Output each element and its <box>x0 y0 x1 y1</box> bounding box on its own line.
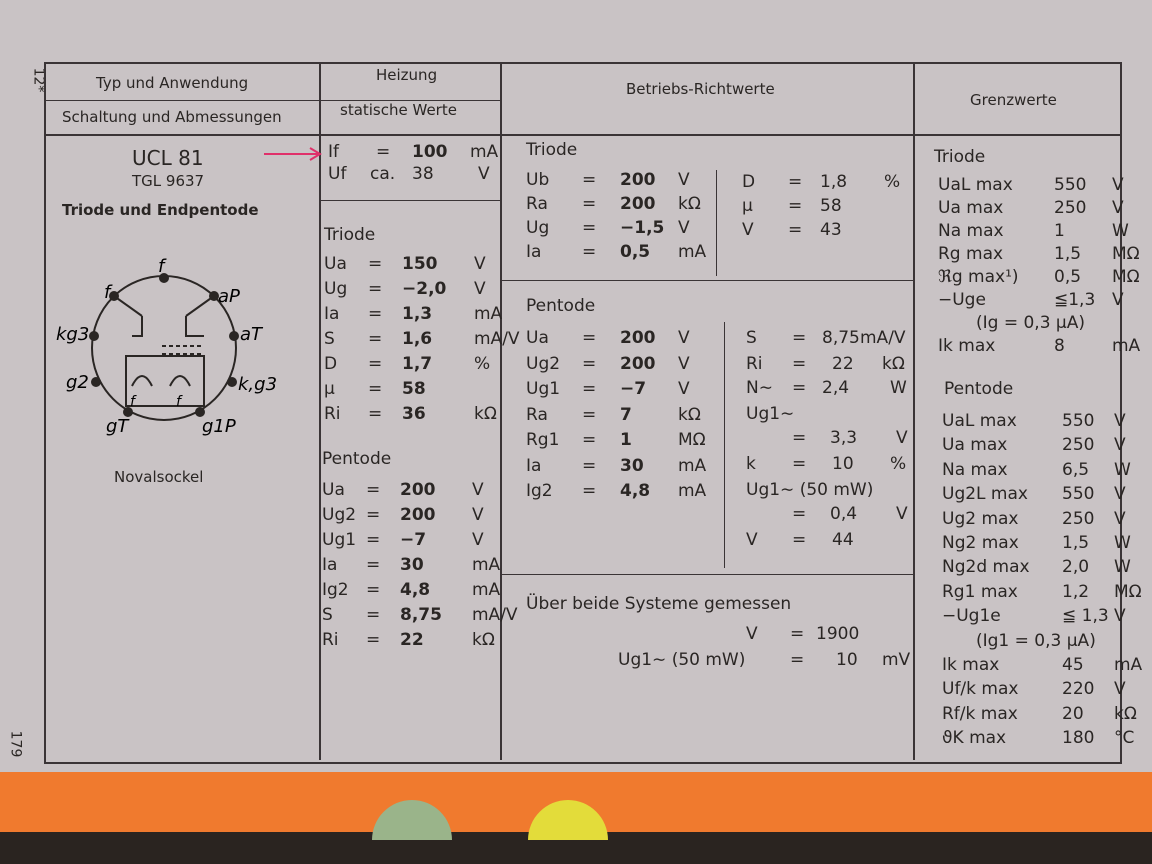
static-triode-row-sym: Ua <box>324 254 347 274</box>
operating-both-ug-sym: Ug1∼ (50 mW) <box>618 650 746 670</box>
heating-if-unit: mA <box>470 142 499 162</box>
operating-pentode-row-unit: MΩ <box>678 430 706 450</box>
limits-pentode-row-unit: V <box>1114 411 1126 431</box>
limits-pentode-row-unit: MΩ <box>1114 581 1142 602</box>
operating-pentode-n-eq: = <box>792 378 807 398</box>
operating-pentode-row-eq: = <box>582 481 597 501</box>
header-static: statische Werte <box>340 101 457 119</box>
heating-if-val: 100 <box>412 142 448 162</box>
operating-triode-row-sym: Ra <box>526 194 548 214</box>
limits-pentode-row-sym: (Ig1 = 0,3 μA) <box>976 630 1096 651</box>
operating-both-v-eq: = <box>790 624 805 644</box>
static-pentode-row-val: 200 <box>400 480 436 500</box>
pin-label: gT <box>106 416 129 437</box>
static-pentode-row-unit: V <box>472 505 484 525</box>
limits-pentode-row-unit: V <box>1114 484 1126 505</box>
limits-triode-row-sym: ℜg max¹) <box>938 267 1019 287</box>
operating-pentode-row-sym: Ig2 <box>526 481 553 501</box>
limits-pentode-row-sym: Ua max <box>942 435 1008 456</box>
operating-pentode-row-unit: kΩ <box>678 404 701 425</box>
operating-pentode-row-eq: = <box>582 455 597 476</box>
limits-pentode-row-sym: Uf/k max <box>942 679 1019 700</box>
heating-uf-eq: ca. <box>370 164 396 184</box>
limits-triode-row-val: 8 <box>1054 336 1065 356</box>
static-pentode-row-sym: Ri <box>322 630 339 650</box>
system-box <box>126 356 204 406</box>
limits-pentode-row-val: 1,2 <box>1062 581 1090 602</box>
operating-pentode-row-sym: Rg1 <box>526 430 560 450</box>
limits-pentode-row-val: 45 <box>1062 655 1084 675</box>
limits-triode-row-val: 1,5 <box>1054 244 1082 264</box>
operating-pentode-ug1-50-val: 0,4 <box>830 504 858 524</box>
static-pentode-row-val: 8,75 <box>400 605 442 625</box>
static-pentode-row-val: 200 <box>400 505 436 525</box>
limits-triode-row-val: 0,5 <box>1054 267 1082 287</box>
limits-triode-row-sym: Na max <box>938 221 1004 241</box>
static-triode-row-unit: mA <box>474 304 503 324</box>
static-pentode-row-sym: Ua <box>322 480 345 500</box>
operating-pentode-ug1-unit: V <box>896 428 908 448</box>
operating-pentode-row-val: −7 <box>620 379 647 399</box>
operating-pentode-s-unit: mA/V <box>860 328 906 348</box>
operating-pentode-ug1-label: Ug1∼ <box>746 404 795 424</box>
static-triode-title: Triode <box>324 225 376 245</box>
limits-pentode-row-val: 550 <box>1062 484 1095 505</box>
static-pentode-row-val: −7 <box>400 530 427 550</box>
margin-label: 12* <box>30 67 47 93</box>
static-triode-row-unit: V <box>474 254 486 274</box>
operating-triode-row-sym: V <box>742 220 754 240</box>
operating-pentode-title: Pentode <box>526 296 596 316</box>
limits-pentode-row-val: 220 <box>1062 679 1095 700</box>
operating-triode-row-val: 1,8 <box>820 172 848 192</box>
operating-pentode-row-val: 200 <box>620 328 656 348</box>
operating-pentode-row-val: 4,8 <box>620 481 651 501</box>
tube-standard: TGL 9637 <box>132 172 205 190</box>
pin-label: f <box>104 282 111 303</box>
limits-pentode-row-sym: Ng2d max <box>942 557 1030 578</box>
header-divider <box>44 134 1120 136</box>
operating-pentode-ri-eq: = <box>792 354 807 374</box>
operating-pentode-row-eq: = <box>582 430 597 450</box>
static-pentode-row-eq: = <box>366 580 381 600</box>
limits-pentode-title: Pentode <box>944 379 1014 399</box>
operating-triode-row-sym: D <box>742 172 756 192</box>
limits-pentode-row-val: 1,5 <box>1062 533 1090 553</box>
operating-triode-row-eq: = <box>582 218 597 238</box>
limits-triode-row-unit: W <box>1112 221 1129 241</box>
static-pentode-row-unit: V <box>472 480 484 500</box>
static-pentode-row-eq: = <box>366 530 381 550</box>
operating-pentode-ri-val: 22 <box>832 354 854 374</box>
static-pentode-row-sym: Ig2 <box>322 580 349 600</box>
limits-triode-row-sym: (Ig = 0,3 μA) <box>976 313 1086 333</box>
static-pentode-title: Pentode <box>322 449 392 469</box>
limits-pentode-row-unit: W <box>1114 557 1131 578</box>
operating-triode-row-unit: V <box>678 170 690 190</box>
operating-triode-row-eq: = <box>788 196 803 216</box>
heater-lines <box>132 376 190 386</box>
heating-if-sym: If <box>328 142 339 162</box>
static-triode-row-val: 36 <box>402 404 426 424</box>
static-triode-row-sym: D <box>324 354 338 374</box>
limits-pentode-row-sym: Rf/k max <box>942 703 1018 724</box>
static-triode-row-eq: = <box>368 304 383 324</box>
limits-pentode-row-val: ≦ 1,3 <box>1062 606 1109 627</box>
static-pentode-row-sym: Ia <box>322 555 338 575</box>
static-triode-row-val: 1,3 <box>402 304 433 324</box>
operating-pentode-row-val: 30 <box>620 455 644 476</box>
operating-triode-row-unit: kΩ <box>678 194 701 214</box>
static-pentode-row-eq: = <box>366 555 381 575</box>
static-pentode-row-sym: S <box>322 605 333 625</box>
static-triode-row-val: −2,0 <box>402 279 447 299</box>
limits-triode-row-sym: Ua max <box>938 198 1004 218</box>
pin <box>227 377 237 387</box>
operating-pentode-row-val: 7 <box>620 404 632 425</box>
operating-both-v-val: 1900 <box>816 624 860 644</box>
socket-diagram <box>52 256 292 446</box>
static-triode-row-sym: Ia <box>324 304 340 324</box>
operating-triode-row-eq: = <box>582 170 597 190</box>
pin-label: f <box>176 394 181 410</box>
limits-pentode-row-unit: °C <box>1114 728 1135 749</box>
pin-label: g1P <box>202 416 236 437</box>
limits-pentode-row-unit: V <box>1114 508 1126 529</box>
static-pentode-row-eq: = <box>366 480 381 500</box>
limits-pentode-row-val: 180 <box>1062 728 1095 749</box>
static-triode-row-eq: = <box>368 254 383 274</box>
operating-triode-row-eq: = <box>788 172 803 192</box>
header-limits: Grenzwerte <box>970 91 1057 109</box>
static-triode-row-unit: % <box>474 354 491 374</box>
operating-triode-row-val: −1,5 <box>620 218 665 238</box>
operating-pentode-ug1-50-label: Ug1∼ (50 mW) <box>746 480 874 500</box>
static-pentode-row-val: 22 <box>400 630 424 650</box>
limits-pentode-row-unit: mA <box>1114 655 1143 675</box>
limits-pentode-row-sym: UaL max <box>942 411 1017 431</box>
limits-pentode-row-sym: Ug2 max <box>942 508 1019 529</box>
header-heating: Heizung <box>376 66 438 84</box>
operating-pentode-row-unit: V <box>678 328 690 348</box>
pin-label: k,g3 <box>238 374 278 395</box>
operating-both-ug-eq: = <box>790 650 805 670</box>
static-triode-row-sym: μ <box>324 379 335 399</box>
operating-triode-row-eq: = <box>582 194 597 214</box>
operating-pentode-row-sym: Ug1 <box>526 379 561 399</box>
subcolumn-divider <box>724 322 725 568</box>
column-divider <box>319 62 321 760</box>
operating-triode-row-val: 58 <box>820 196 842 216</box>
heating-if-eq: = <box>376 142 391 162</box>
operating-pentode-s-eq: = <box>792 328 807 348</box>
limits-triode-row-sym: Ik max <box>938 336 996 356</box>
operating-pentode-n-unit: W <box>890 378 907 398</box>
header-type: Typ und Anwendung <box>96 74 249 92</box>
section-divider <box>502 574 913 575</box>
operating-pentode-row-sym: Ua <box>526 328 549 348</box>
limits-pentode-row-sym: Ik max <box>942 655 1000 675</box>
limits-pentode-row-sym: ϑK max <box>942 728 1007 749</box>
operating-pentode-k-unit: % <box>890 454 907 474</box>
arrow-icon <box>262 146 324 162</box>
operating-pentode-v-val: 44 <box>832 530 854 550</box>
limits-pentode-row-sym: Ug2L max <box>942 484 1028 505</box>
column-divider <box>913 62 915 760</box>
operating-triode-row-sym: Ug <box>526 218 550 238</box>
operating-triode-row-unit: V <box>678 218 690 238</box>
static-pentode-row-val: 4,8 <box>400 580 431 600</box>
limits-triode-row-val: 250 <box>1054 198 1087 218</box>
limits-triode-row-sym: −Uge <box>938 290 986 310</box>
operating-triode-row-val: 0,5 <box>620 242 651 262</box>
limits-pentode-row-sym: −Ug1e <box>942 606 1001 627</box>
header-circuit: Schaltung und Abmessungen <box>62 108 282 126</box>
limits-triode-row-unit: MΩ <box>1112 267 1140 287</box>
static-pentode-row-sym: Ug2 <box>322 505 357 525</box>
limits-triode-title: Triode <box>934 147 986 167</box>
static-pentode-row-unit: mA <box>472 580 501 600</box>
limits-triode-row-sym: UaL max <box>938 175 1013 195</box>
limits-pentode-row-val: 6,5 <box>1062 459 1090 480</box>
limits-triode-row-val: 1 <box>1054 221 1065 241</box>
operating-pentode-row-unit: mA <box>678 481 707 501</box>
static-triode-row-sym: S <box>324 329 335 349</box>
operating-triode-row-unit: % <box>884 172 901 192</box>
operating-triode-row-eq: = <box>788 220 803 240</box>
tube-type: Triode und Endpentode <box>62 201 259 219</box>
section-divider <box>502 280 913 281</box>
static-pentode-row-unit: kΩ <box>472 630 495 650</box>
limits-pentode-row-unit: V <box>1114 606 1126 627</box>
operating-pentode-n-val: 2,4 <box>822 378 850 398</box>
heating-uf-val: 38 <box>412 164 434 184</box>
limits-pentode-row-unit: V <box>1114 679 1126 700</box>
limits-pentode-row-val: 250 <box>1062 508 1095 529</box>
operating-triode-title: Triode <box>526 140 578 160</box>
static-triode-row-val: 150 <box>402 254 438 274</box>
operating-pentode-ug1-val: 3,3 <box>830 428 858 448</box>
page-number: 179 <box>7 730 24 758</box>
operating-both-v-sym: V <box>746 624 758 644</box>
operating-both-ug-val: 10 <box>836 650 858 670</box>
limits-pentode-row-val: 250 <box>1062 435 1095 456</box>
limits-pentode-row-val: 550 <box>1062 411 1095 431</box>
static-pentode-row-val: 30 <box>400 555 424 575</box>
limits-pentode-row-val: 20 <box>1062 703 1084 724</box>
header-operating: Betriebs-Richtwerte <box>626 80 775 98</box>
pin-label: g2 <box>66 372 89 393</box>
limits-pentode-row-val: 2,0 <box>1062 557 1090 578</box>
section-divider <box>319 200 500 201</box>
static-triode-row-val: 1,7 <box>402 354 433 374</box>
pin <box>229 331 239 341</box>
limits-triode-row-unit: mA <box>1112 336 1141 356</box>
operating-pentode-row-eq: = <box>582 379 597 399</box>
limits-triode-row-unit: MΩ <box>1112 244 1140 264</box>
operating-pentode-s-sym: S <box>746 328 757 348</box>
operating-triode-row-val: 43 <box>820 220 842 240</box>
pin-label: f <box>158 256 165 277</box>
column-divider <box>500 62 502 760</box>
static-triode-row-unit: mA/V <box>474 329 520 349</box>
operating-pentode-n-sym: N∼ <box>746 378 773 398</box>
limits-triode-row-val: 550 <box>1054 175 1087 195</box>
static-triode-row-sym: Ri <box>324 404 341 424</box>
limits-triode-row-sym: Rg max <box>938 244 1004 264</box>
static-triode-row-unit: V <box>474 279 486 299</box>
operating-pentode-k-eq: = <box>792 454 807 474</box>
heating-uf-unit: V <box>478 164 490 184</box>
electrode-lines <box>114 296 214 336</box>
operating-triode-row-eq: = <box>582 242 597 262</box>
operating-pentode-row-unit: mA <box>678 455 707 476</box>
operating-pentode-row-val: 1 <box>620 430 632 450</box>
pin-label: aT <box>240 324 263 345</box>
static-triode-row-eq: = <box>368 404 383 424</box>
limits-triode-row-unit: V <box>1112 198 1124 218</box>
operating-pentode-row-sym: Ia <box>526 455 542 476</box>
pin <box>91 377 101 387</box>
operating-pentode-row-eq: = <box>582 353 597 374</box>
static-pentode-row-eq: = <box>366 505 381 525</box>
operating-both-ug-unit: mV <box>882 650 911 670</box>
limits-pentode-row-sym: Na max <box>942 459 1008 480</box>
static-triode-row-eq: = <box>368 379 383 399</box>
operating-pentode-k-val: 10 <box>832 454 854 474</box>
static-pentode-row-unit: mA/V <box>472 605 518 625</box>
operating-pentode-row-val: 200 <box>620 353 656 374</box>
operating-pentode-row-sym: Ra <box>526 404 548 425</box>
pin <box>89 331 99 341</box>
operating-pentode-row-eq: = <box>582 328 597 348</box>
operating-pentode-row-unit: V <box>678 353 690 374</box>
operating-pentode-ug1-eq: = <box>792 428 807 448</box>
limits-pentode-row-unit: W <box>1114 533 1131 553</box>
pin-label: kg3 <box>56 324 90 345</box>
limits-pentode-row-unit: kΩ <box>1114 703 1137 724</box>
operating-triode-row-sym: μ <box>742 196 753 216</box>
limits-pentode-row-unit: V <box>1114 435 1126 456</box>
static-triode-row-sym: Ug <box>324 279 348 299</box>
static-pentode-row-sym: Ug1 <box>322 530 357 550</box>
static-pentode-row-unit: mA <box>472 555 501 575</box>
static-pentode-row-unit: V <box>472 530 484 550</box>
operating-pentode-row-eq: = <box>582 404 597 425</box>
static-triode-row-eq: = <box>368 354 383 374</box>
operating-pentode-s-val: 8,75 <box>822 328 860 348</box>
operating-triode-row-val: 200 <box>620 170 656 190</box>
operating-pentode-k-sym: k <box>746 454 756 474</box>
heating-uf-sym: Uf <box>328 164 347 184</box>
limits-pentode-row-unit: W <box>1114 459 1131 480</box>
static-triode-row-eq: = <box>368 329 383 349</box>
operating-pentode-v-eq: = <box>792 530 807 550</box>
operating-pentode-row-unit: V <box>678 379 690 399</box>
operating-pentode-row-sym: Ug2 <box>526 353 561 374</box>
static-triode-row-val: 58 <box>402 379 426 399</box>
operating-both-title: Über beide Systeme gemessen <box>526 594 792 614</box>
operating-triode-row-unit: mA <box>678 242 707 262</box>
operating-triode-row-sym: Ub <box>526 170 550 190</box>
limits-triode-row-unit: V <box>1112 290 1124 310</box>
limits-triode-row-val: ≦1,3 <box>1054 290 1096 310</box>
limits-pentode-row-sym: Ng2 max <box>942 533 1019 553</box>
operating-pentode-ug1-50-unit: V <box>896 504 908 524</box>
limits-triode-row-unit: V <box>1112 175 1124 195</box>
operating-pentode-ri-sym: Ri <box>746 354 763 374</box>
pin-label: aP <box>218 286 240 307</box>
pin-label: f <box>130 394 135 410</box>
subcolumn-divider <box>716 170 717 276</box>
static-triode-row-val: 1,6 <box>402 329 433 349</box>
static-triode-row-eq: = <box>368 279 383 299</box>
static-pentode-row-eq: = <box>366 630 381 650</box>
limits-pentode-row-sym: Rg1 max <box>942 581 1018 602</box>
operating-pentode-v-sym: V <box>746 530 758 550</box>
tube-name: UCL 81 <box>132 146 204 170</box>
operating-pentode-ri-unit: kΩ <box>882 354 905 374</box>
socket-label: Novalsockel <box>114 468 204 486</box>
operating-triode-row-sym: Ia <box>526 242 542 262</box>
static-triode-row-unit: kΩ <box>474 404 497 424</box>
operating-triode-row-val: 200 <box>620 194 656 214</box>
operating-pentode-ug1-50-eq: = <box>792 504 807 524</box>
static-pentode-row-eq: = <box>366 605 381 625</box>
